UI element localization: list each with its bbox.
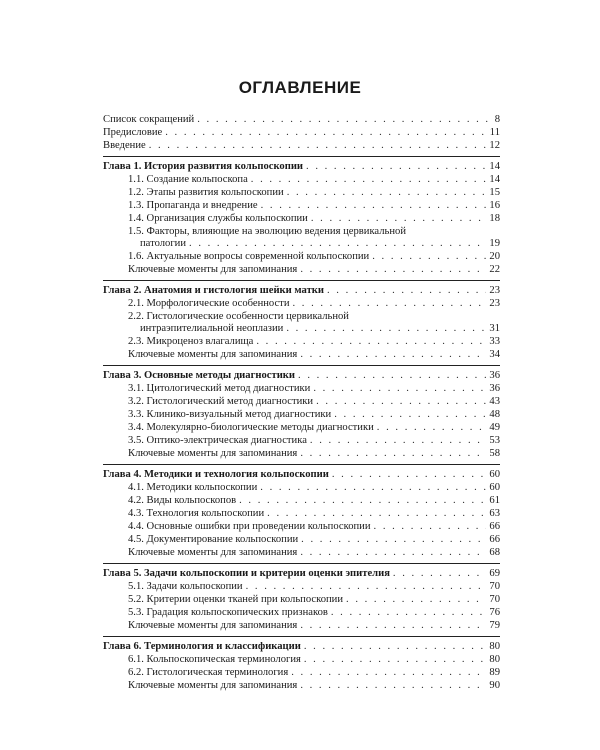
- toc-subsection-text: Ключевые моменты для запоминания: [128, 620, 298, 631]
- chapter-heading[interactable]: [103, 284, 500, 297]
- toc-subsection[interactable]: [103, 546, 500, 559]
- leader-dots: [377, 421, 487, 434]
- page-number: 23: [489, 298, 500, 309]
- toc-subsection-text: 2.2. Гистологические особенности цервикальной: [128, 311, 349, 322]
- page-number: 60: [489, 469, 500, 480]
- leader-dots: [189, 237, 486, 250]
- leader-dots: [311, 212, 487, 225]
- page-title: ОГЛАВЛЕНИЕ: [238, 78, 362, 97]
- toc-subsection-text: 1.5. Факторы, влияющие на эволюцию ведения цервикальной: [128, 226, 406, 237]
- leader-dots: [300, 546, 486, 559]
- toc-subsection[interactable]: [103, 335, 500, 348]
- chapter-heading[interactable]: [103, 160, 500, 173]
- leader-dots: [246, 580, 487, 593]
- toc-subsection[interactable]: [103, 348, 500, 361]
- chapter-heading[interactable]: [103, 567, 500, 580]
- chapter-heading-text: Глава 2. Анатомия и гистология шейки матки: [103, 285, 324, 296]
- page-number: 49: [489, 422, 500, 433]
- toc-subsection[interactable]: [103, 186, 500, 199]
- toc-subsection-text: 6.1. Кольпоскопическая терминология: [128, 654, 301, 665]
- leader-dots: [301, 533, 486, 546]
- page-number: 11: [489, 127, 500, 138]
- toc-subsection-text: 4.1. Методики кольпоскопии: [128, 482, 258, 493]
- chapter-heading[interactable]: [103, 468, 500, 481]
- chapter-divider: [103, 563, 500, 564]
- leader-dots: [267, 507, 486, 520]
- leader-dots: [332, 468, 487, 481]
- page-number: 76: [489, 607, 500, 618]
- toc-subsection[interactable]: [103, 606, 500, 619]
- toc-subsection-text: 2.1. Морфологические особенности: [128, 298, 290, 309]
- toc-subsection-continued-text: интраэпителиальной неоплазии: [140, 323, 284, 334]
- toc-subsection[interactable]: [103, 212, 500, 225]
- toc-subsection[interactable]: [103, 507, 500, 520]
- page-number: 14: [489, 174, 500, 185]
- chapter-heading-text: Глава 3. Основные методы диагностики: [103, 370, 296, 381]
- table-of-contents: [103, 113, 500, 692]
- page-number: 19: [489, 238, 500, 249]
- toc-subsection[interactable]: [103, 619, 500, 632]
- leader-dots: [261, 199, 487, 212]
- leader-dots: [300, 447, 486, 460]
- leader-dots: [331, 606, 487, 619]
- leader-dots: [316, 395, 486, 408]
- toc-subsection[interactable]: [103, 263, 500, 276]
- toc-subsection-text: 4.2. Виды кольпоскопов: [128, 495, 237, 506]
- toc-subsection[interactable]: [103, 382, 500, 395]
- chapter-divider: [103, 280, 500, 281]
- page-number: 61: [489, 495, 500, 506]
- chapter-heading-text: Глава 5. Задачи кольпоскопии и критерии оценки эпителия: [103, 568, 390, 579]
- leader-dots: [300, 679, 486, 692]
- toc-entry-text: Предисловие: [103, 127, 163, 138]
- chapter-heading-text: Глава 4. Методики и технология кольпоскопии: [103, 469, 329, 480]
- toc-subsection-text: 4.4. Основные ошибки при проведении кольпоскопии: [128, 521, 371, 532]
- chapter-heading-text: Глава 1. История развития кольпоскопии: [103, 161, 304, 172]
- page-number: 70: [489, 594, 500, 605]
- leader-dots: [327, 284, 486, 297]
- page-number: 31: [489, 323, 500, 334]
- page-number: 66: [489, 521, 500, 532]
- leader-dots: [251, 173, 487, 186]
- page-number: 60: [489, 482, 500, 493]
- page-number: 33: [489, 336, 500, 347]
- page-number: 48: [489, 409, 500, 420]
- toc-subsection-text: 4.3. Технология кольпоскопии: [128, 508, 265, 519]
- toc-subsection-text: 1.1. Создание кольпоскопа: [128, 174, 248, 185]
- leader-dots: [286, 322, 486, 335]
- chapter-heading[interactable]: [103, 640, 500, 653]
- toc-subsection[interactable]: [103, 297, 500, 310]
- page-number: 53: [489, 435, 500, 446]
- toc-subsection[interactable]: [103, 447, 500, 460]
- toc-subsection[interactable]: [103, 494, 500, 507]
- leader-dots: [239, 494, 486, 507]
- toc-subsection-continued-text: патологии: [140, 238, 187, 249]
- leader-dots: [300, 263, 486, 276]
- toc-subsection-text: 5.3. Градация кольпоскопических признаков: [128, 607, 328, 618]
- leader-dots: [149, 139, 487, 152]
- toc-subsection-text: 6.2. Гистологическая терминология: [128, 667, 289, 678]
- toc-subsection[interactable]: [103, 434, 500, 447]
- leader-dots: [197, 113, 491, 126]
- toc-subsection[interactable]: [103, 310, 500, 322]
- toc-subsection[interactable]: [103, 199, 500, 212]
- toc-subsection[interactable]: [103, 580, 500, 593]
- toc-entry[interactable]: [103, 139, 500, 152]
- leader-dots: [260, 481, 486, 494]
- toc-subsection-text: 4.5. Документирование кольпоскопии: [128, 534, 299, 545]
- toc-subsection[interactable]: [103, 408, 500, 421]
- leader-dots: [313, 382, 486, 395]
- toc-subsection-text: Ключевые моменты для запоминания: [128, 680, 298, 691]
- toc-entry-text: Введение: [103, 140, 146, 151]
- toc-subsection[interactable]: [103, 250, 500, 263]
- page-number: 18: [489, 213, 500, 224]
- page-number: 68: [489, 547, 500, 558]
- toc-subsection[interactable]: [103, 653, 500, 666]
- page-number: 16: [489, 200, 500, 211]
- leader-dots: [393, 567, 486, 580]
- page-number: 69: [489, 568, 500, 579]
- toc-entry[interactable]: [103, 113, 500, 126]
- toc-subsection-text: Ключевые моменты для запоминания: [128, 264, 298, 275]
- leader-dots: [372, 250, 486, 263]
- page-number: 43: [489, 396, 500, 407]
- leader-dots: [334, 408, 486, 421]
- toc-subsection[interactable]: [103, 666, 500, 679]
- toc-subsection-text: Ключевые моменты для запоминания: [128, 349, 298, 360]
- chapter-heading-text: Глава 6. Терминология и классификации: [103, 641, 301, 652]
- leader-dots: [300, 348, 486, 361]
- chapter-divider: [103, 365, 500, 366]
- toc-subsection-continued[interactable]: [103, 237, 500, 250]
- toc-subsection-text: 3.3. Клинико-визуальный метод диагностики: [128, 409, 332, 420]
- page-number: 15: [489, 187, 500, 198]
- chapter-divider: [103, 464, 500, 465]
- toc-subsection-text: 1.3. Пропаганда и внедрение: [128, 200, 258, 211]
- toc-subsection-text: 3.1. Цитологический метод диагностики: [128, 383, 311, 394]
- page-number: 8: [494, 114, 500, 125]
- toc-subsection-text: 5.2. Критерии оценки тканей при кольпоскопии: [128, 594, 344, 605]
- page-number: 14: [489, 161, 500, 172]
- toc-entry-text: Список сокращений: [103, 114, 195, 125]
- page-number: 22: [489, 264, 500, 275]
- toc-subsection[interactable]: [103, 225, 500, 237]
- page-number: 36: [489, 370, 500, 381]
- leader-dots: [346, 593, 486, 606]
- chapter-heading[interactable]: [103, 369, 500, 382]
- toc-subsection-text: 2.3. Микроценоз влагалища: [128, 336, 254, 347]
- toc-subsection[interactable]: [103, 520, 500, 533]
- page-number: 80: [489, 641, 500, 652]
- leader-dots: [298, 369, 486, 382]
- page-number: 34: [489, 349, 500, 360]
- leader-dots: [374, 520, 487, 533]
- toc-subsection[interactable]: [103, 679, 500, 692]
- toc-subsection-text: 1.4. Организация службы кольпоскопии: [128, 213, 308, 224]
- toc-subsection-continued[interactable]: [103, 322, 500, 335]
- toc-subsection-text: Ключевые моменты для запоминания: [128, 547, 298, 558]
- page-number: 89: [489, 667, 500, 678]
- toc-subsection[interactable]: [103, 533, 500, 546]
- toc-subsection-text: 1.2. Этапы развития кольпоскопии: [128, 187, 284, 198]
- page-number: 70: [489, 581, 500, 592]
- chapter-divider: [103, 156, 500, 157]
- toc-subsection[interactable]: [103, 173, 500, 186]
- page-number: 36: [489, 383, 500, 394]
- page-number: 58: [489, 448, 500, 459]
- toc-subsection-text: 3.4. Молекулярно-биологические методы диагностики: [128, 422, 374, 433]
- leader-dots: [304, 640, 487, 653]
- leader-dots: [291, 666, 486, 679]
- leader-dots: [256, 335, 486, 348]
- leader-dots: [300, 619, 486, 632]
- page-number: 80: [489, 654, 500, 665]
- chapter-divider: [103, 636, 500, 637]
- page-number: 23: [489, 285, 500, 296]
- toc-subsection[interactable]: [103, 395, 500, 408]
- page-number: 63: [489, 508, 500, 519]
- toc-subsection-text: 3.2. Гистологический метод диагностики: [128, 396, 314, 407]
- page-number: 66: [489, 534, 500, 545]
- toc-subsection-text: 1.6. Актуальные вопросы современной кольпоскопии: [128, 251, 370, 262]
- toc-subsection-text: 3.5. Оптико-электрическая диагностика: [128, 435, 307, 446]
- leader-dots: [306, 160, 486, 173]
- page-number: 90: [489, 680, 500, 691]
- leader-dots: [165, 126, 487, 139]
- leader-dots: [310, 434, 487, 447]
- page-number: 20: [489, 251, 500, 262]
- leader-dots: [304, 653, 487, 666]
- toc-subsection-text: Ключевые моменты для запоминания: [128, 448, 298, 459]
- leader-dots: [287, 186, 487, 199]
- page-number: 79: [489, 620, 500, 631]
- toc-subsection[interactable]: [103, 481, 500, 494]
- page-number: 12: [489, 140, 500, 151]
- toc-subsection[interactable]: [103, 421, 500, 434]
- leader-dots: [292, 297, 486, 310]
- toc-subsection[interactable]: [103, 593, 500, 606]
- toc-subsection-text: 5.1. Задачи кольпоскопии: [128, 581, 243, 592]
- toc-entry[interactable]: [103, 126, 500, 139]
